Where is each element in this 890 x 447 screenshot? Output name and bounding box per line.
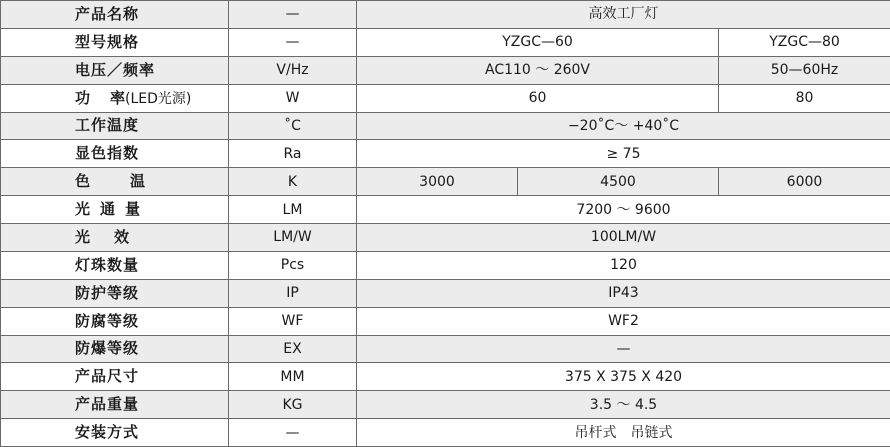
table-row [1,140,890,168]
row-value: 3000 [357,168,518,196]
table-row [1,28,890,56]
row-label-part: 率 [110,88,126,107]
row-value: YZGC—60 [357,28,719,56]
row-value: YZGC—80 [719,28,890,56]
row-unit: ˚C [229,112,357,140]
row-label: 安装方式 [1,419,229,447]
row-label: 光通量 [1,196,229,224]
table-row [1,168,890,196]
table-row [1,335,890,363]
row-unit: W [229,84,357,112]
row-unit: MM [229,363,357,391]
table-row [1,363,890,391]
row-value: 吊杆式 吊链式 [357,419,890,447]
row-unit: WF [229,307,357,335]
table-row [1,224,890,252]
table-row [1,56,890,84]
row-unit: KG [229,391,357,419]
row-unit: LM [229,196,357,224]
row-value: 6000 [719,168,890,196]
row-value: AC110 ～ 260V [357,56,719,84]
row-label: 产品尺寸 [1,363,229,391]
row-value: 3.5 ～ 4.5 [357,391,890,419]
row-label: 防爆等级 [1,335,229,363]
row-unit: K [229,168,357,196]
row-label-part: 功 [75,88,91,107]
row-label: 型号规格 [1,28,229,56]
row-value: 120 [357,251,890,279]
row-label: 产品重量 [1,391,229,419]
row-label: 显色指数 [1,140,229,168]
table-row [1,196,890,224]
row-value: IP43 [357,279,890,307]
table-row [1,84,890,112]
row-value: −20˚C～ +40˚C [357,112,890,140]
table-row [1,307,890,335]
row-label-part: (LED光源) [125,90,192,107]
row-value: 80 [719,84,890,112]
row-unit: LM/W [229,224,357,252]
table-row [1,391,890,419]
row-value: 375 X 375 X 420 [357,363,890,391]
row-value: 高效工厂灯 [357,1,890,29]
table-row [1,251,890,279]
row-unit: — [229,419,357,447]
row-label: 产品名称 [1,1,229,29]
row-unit: Pcs [229,251,357,279]
row-value: 100LM/W [357,224,890,252]
row-label: 电压／频率 [1,56,229,84]
row-unit: — [229,28,357,56]
row-label: 防护等级 [1,279,229,307]
row-label: 防腐等级 [1,307,229,335]
table-row [1,112,890,140]
row-label: 工作温度 [1,112,229,140]
row-value: WF2 [357,307,890,335]
row-label [1,84,229,112]
table-row [1,419,890,447]
table-row [1,1,890,29]
row-value: — [357,335,890,363]
row-unit: EX [229,335,357,363]
row-unit: V/Hz [229,56,357,84]
row-value: 50—60Hz [719,56,890,84]
row-unit: Ra [229,140,357,168]
row-label: 色温 [1,168,229,196]
row-value: 60 [357,84,719,112]
table-row [1,279,890,307]
row-value: ≥ 75 [357,140,890,168]
row-label: 光效 [1,224,229,252]
row-unit: IP [229,279,357,307]
row-unit: — [229,1,357,29]
row-value: 4500 [518,168,719,196]
row-label: 灯珠数量 [1,251,229,279]
row-value: 7200 ～ 9600 [357,196,890,224]
